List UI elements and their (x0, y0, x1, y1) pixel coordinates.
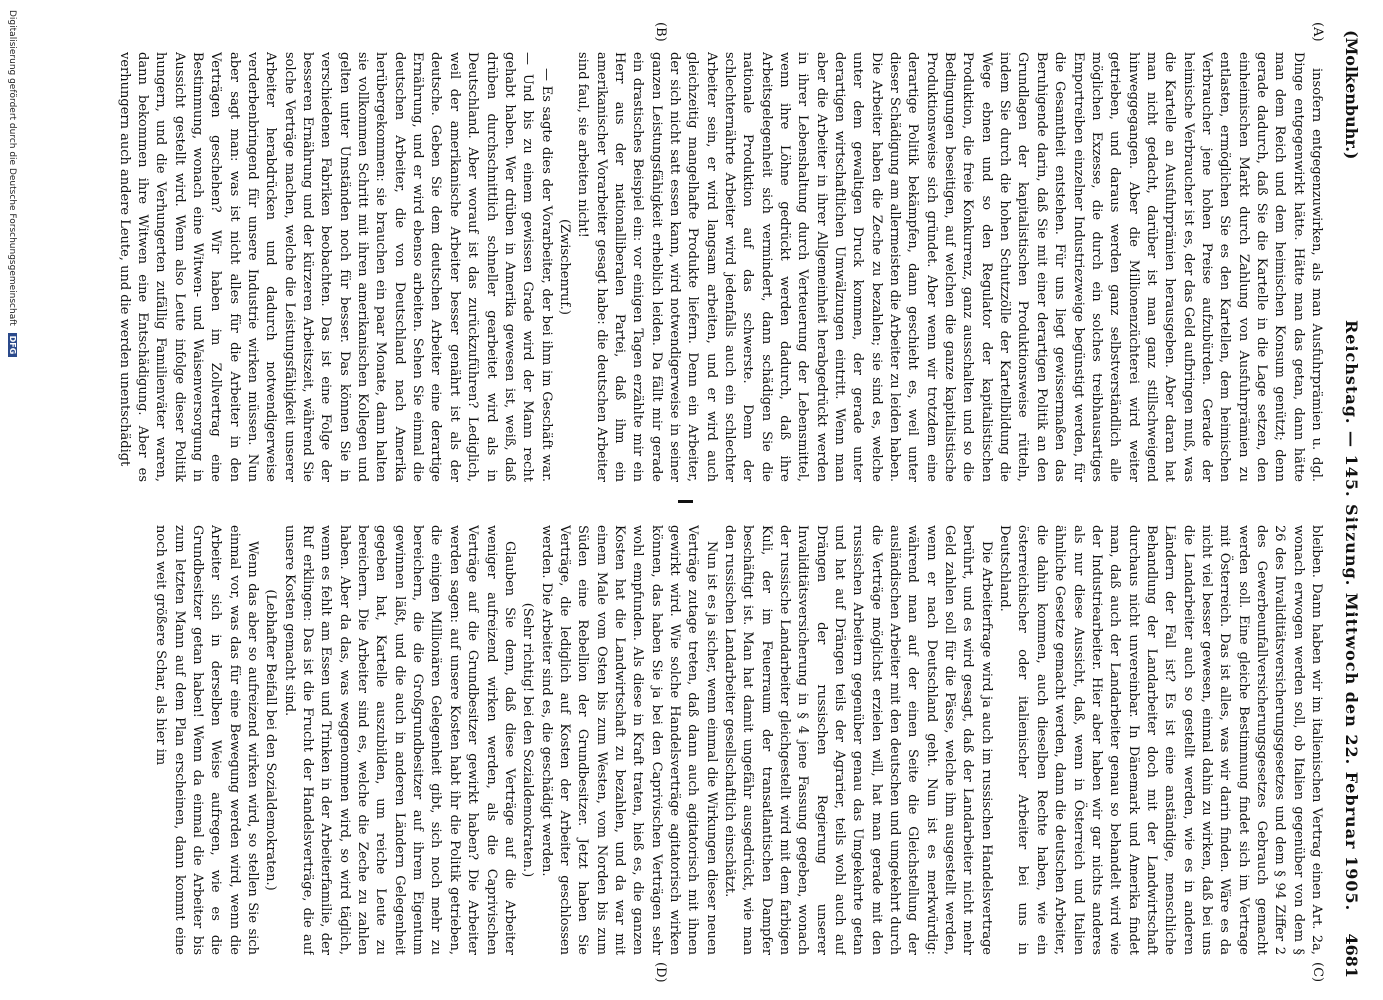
paragraph: Nun ist es ja sicher, wenn einmal die Wirkungen dieser neuen Verträge zutage treten, daß dann auch agitatorisch mit ihnen gewirkt wird. Wie solche Handelsverträge agitatorisch wirken können, das haben Sie ja bei den Caprivischen Verträgen sehr wohl empfunden. Als diese in Kraft traten, hieß es, die ganzen Kosten hat die Landwirtschaft zu bezahlen, und da war mit einem Male vom Osten bis zum Westen, vom Norden bis zum Süden eine Rebellion der Grundbesitzer. Jetzt haben Sie Verträge, die lediglich auf Kosten der Arbeiter geschlossen werden. Die Arbeiter sind es, die geschädigt werden. (538, 525, 719, 955)
interjection: (Sehr richtig! bei den Sozialdemokraten.) (520, 602, 536, 878)
paragraph: insofern entgegenzuwirken, als man Ausfuhrprämien u. dgl. Dinge entgegenwirkt hätte. Hätte man das getan, dann hätte man dem Reich und dem heimischen Konsum genützt; denn gerade dadurch, daß Sie die Kartelle in die Lage setzen, den einheimischen Markt durch Zahlung von Ausfuhrprämien zu entlasten, ermöglichen Sie es den Kartellen, dem heimischen Verbraucher jene hohen Preise aufzubürden. Gerade der heimische Verbraucher ist es, der das Geld aufbringen muß, was die Kartelle an Ausfuhrprämien herausgeben. Aber daran hat man nicht gedacht, darüber ist man ganz stillschweigend hinweggegangen. Aber die Millionenzüchterei wird weiter getrieben, und daraus werden ganz selbstverständlich alle möglichen Exzesse, die durch ein solches treibhausartiges Emportreiben einzelner Industriezweige begünstigt werden, für die Gesamtheit entstehen. Für uns liegt gewissermaßen das Beruhigende darin, daß Sie mit einer derartigen Politik an den Grundlagen der kapitalistischen Produktionsweise rütteln, indem Sie durch die hohen Schutzzölle der Kartellbildung die Wege ebnen und so den Regulator der kapitalistischen Produktion, die freie Konkurrenz, ganz ausschalten und so die Bedingungen beseitigen, auf welchen die ganze kapitalistische Produktionsweise sich gründet. Aber wenn wir trotzdem eine derartige Politik bekämpfen, dann geschieht es, weil unter dieser Schädigung am allermeisten die Arbeiter zu leiden haben. Die Arbeiter haben die Zeche zu bezahlen; sie sind es, welche unter dem gewaltigen Druck kommen, der gerade unter derartigen wirtschaftlichen Umwälzungen eintritt. Wenn man aber die Arbeiter in ihrer Allgemeinheit herabgedrückt werden in ihrer Lebenshaltung durch Verteuerung der Lebensmittel, wenn ihre Löhne gedrückt werden dadurch, daß ihre Arbeitsgelegenheit sich vermindert, dann schädigen Sie die nationale Produktion auf das schwerste. Denn der schlechternährte Arbeiter wird jedenfalls auch ein schlechter Arbeiter sein, er wird langsam arbeiten, und er wird auch gleichzeitig mangelhafte Produkte liefern. Denn ein Arbeiter, der sich nicht satt essen kann, wird notwendigerweise in seiner ganzen Leistungsfähigkeit erheblich leiden. Da fällt mir gerade ein drastisches Beispiel ein: vor einigen Tagen erzählte mir ein Herr aus der nationalliberalen Partei, daß ihm ein amerikanischer Vorarbeiter gesagt habe: die deutschen Arbeiter sind faul, sie arbeiten nicht! (575, 52, 1324, 482)
margin-mark-d: (D) (653, 962, 668, 983)
margin-mark-b: (B) (653, 22, 668, 42)
paragraph: — Es sagte dies der Vorarbeiter, der bei ihm im Geschäft war. — Und bis zu einem gewissen Grade wird der Mann recht gehabt haben. Wer drüben in Amerika gewesen ist, weiß, daß drüben durchschnittlich schneller gearbeitet wird als in Deutschland. Aber worauf ist das zurückzuführen? Lediglich, weil der amerikanische Arbeiter besser genährt ist als der deutsche. Geben Sie dem deutschen Arbeiter eine derartige Ernährung, und er wird ebenso arbeiten. Sehen Sie einmal die deutschen Arbeiter, die von Deutschland nach Amerika herübergekommen: sie brauchen ein paar Monate, dann halten sie vollkommen Schritt mit ihren amerikanischen Kollegen und gelten unter Umständen noch für besser. Das können Sie in verschiedenen Fabriken beobachten. Das ist eine Folge der besseren Ernährung und der kürzeren Arbeitszeit, während Sie solche Verträge machen, welche die Leistungsfähigkeit unserer Arbeiter herabdrücken und dadurch notwendigerweise verderbenbringend für unsere Industrie wirken müssen. Nun aber sagt man: was ist nicht alles für die Arbeiter in den Verträgen geschehen? Wir haben im Zollvertrag eine Bestimmung, wonach eine Witwen- und Waisenversorgung in Aussicht gestellt wird. Wenn also Leute infolge dieser Politik hungern, und die Verhungerten zufällig Familienväter waren, dann bekommen ihre Witwen eine Entschädigung. Aber es verhungern auch andere Leute, und die werden unentschädigt (116, 52, 554, 482)
session-header: Reichstag. — 145. Sitzung. Mittwoch den 22. Februar 1905. (1342, 320, 1361, 912)
interjection: (Lebhafter Beifall bei den Sozialdemokraten.) (263, 589, 279, 891)
left-text-column (30, 52, 1325, 482)
page-number: 4681 (1342, 933, 1361, 978)
paragraph: Die Arbeiterfrage wird ja auch im russischen Handelsvertrage berührt, und es wird gesagt, daß der Landarbeiter nicht mehr Geld zahlen soll für die Pässe, welche ihm ausgestellt werden, wenn er nach Deutschland geht. Nun ist es merkwürdig: während man auf der einen Seite die Gleichstellung der ausländischen Arbeiter mit den deutschen und umgekehrt durch die Verträge möglichst erzielen will, hat man gerade mit den russischen Arbeitern gegenüber genau das Umgekehrte getan und hat auf Drängen teils der Agrarier, teils wohl auch auf Drängen der russischen Regierung unserer Invaliditätsversicherung in § 4 jene Fassung gegeben, wonach der russische Landarbeiter gleichgestellt wird mit dem farbigen Kuli, der im Feuerraum der transatlantischen Dampfer beschäftigt ist. Man hat damit ungefähr ausgedrückt, wie man den russischen Landarbeiter gesellschaftlich einschätzt. (722, 525, 994, 955)
dfg-logo: DFG (8, 333, 17, 358)
paragraph: Glauben Sie denn, daß diese Verträge auf die Arbeiter weniger aufreizend wirken werden, als die Caprivischen Verträge auf die Grundbesitzer gewirkt haben? Die Arbeiter werden sagen: auf unsere Kosten habt ihr die Politik getrieben, die einigen Millionären Gelegenheit gibt, sich noch mehr zu bereichern, die die Großgrundbesitzer auf ihrem Eigentum gewinnen läßt, und die auch in anderen Ländern Gelegenheit gegeben hat, Kartelle auszubilden, um reiche Leute zu bereichern. Die Arbeiter sind es, welche die Zeche zu zahlen haben. Aber da das, was weggenommen wird, so wird täglich, wenn es fehlt am Essen und Trinken in der Arbeiterfamilie, der Ruf erklingen: Das ist die Frucht der Handelsverträge, die auf unsere Kosten gemacht sind. (281, 525, 517, 955)
paragraph: Wenn das aber so aufreizend wirken wird, so stellen Sie sich einmal vor, was das für eine Bewegung werden wird, wenn die Arbeiter sich in derselben Weise aufregen, wie es die Grundbesitzer getan haben! Wenn da einmal die Arbeiter bis zum letzten Mann auf dem Plan erscheinen, dann kommt eine noch weit größere Schar, als hier im (153, 525, 261, 955)
column-divider (678, 500, 693, 503)
interjection: (Zwischenruf.) (556, 219, 572, 315)
margin-mark-c: (C) (1310, 962, 1325, 983)
right-text-column (30, 525, 1325, 955)
footer-text: Digitalisierung gefördert durch die Deutsche Forschungsgemeinschaft (7, 10, 17, 326)
digitization-footer (7, 10, 17, 357)
margin-mark-a: (A) (1310, 22, 1325, 42)
speaker-header: (Molkenbuhr.) (1342, 30, 1361, 160)
paragraph: bleiben. Dann haben wir im italienischen Vertrag einen Art. 2a, wonach erwogen werden soll, ob Italien gegenüber von dem § 26 des Invaliditätsversicherungsgesetzes und dem § 94 Ziffer 2 des Gewerbeunfallversicherungsgesetzes Gebrauch gemacht werden soll. Eine gleiche Bestimmung findet sich im Vertrage mit Österreich. Das ist alles, was wir darin finden. Wäre es da nicht viel besser gewesen, einmal dahin zu wirken, daß bei uns die Landarbeiter auch so gestellt werden, wie es in anderen Ländern der Fall ist? Es ist eine anständige, menschliche Behandlung der Landarbeiter doch mit der Landwirtschaft durchaus nicht unvereinbar. In Dänemark und Amerika findet man, daß auch der Landarbeiter genau so behandelt wird wie der Industriearbeiter. Hier aber haben wir gar nichts anderes als nur diese Aussicht, daß, wenn in Österreich und Italien ähnliche Gesetze gemacht werden, dann die deutschen Arbeiter, die dahin kommen, auch dieselben Rechte haben, wie ein österreichischer oder italienischer Arbeiter bei uns in Deutschland. (997, 525, 1324, 955)
